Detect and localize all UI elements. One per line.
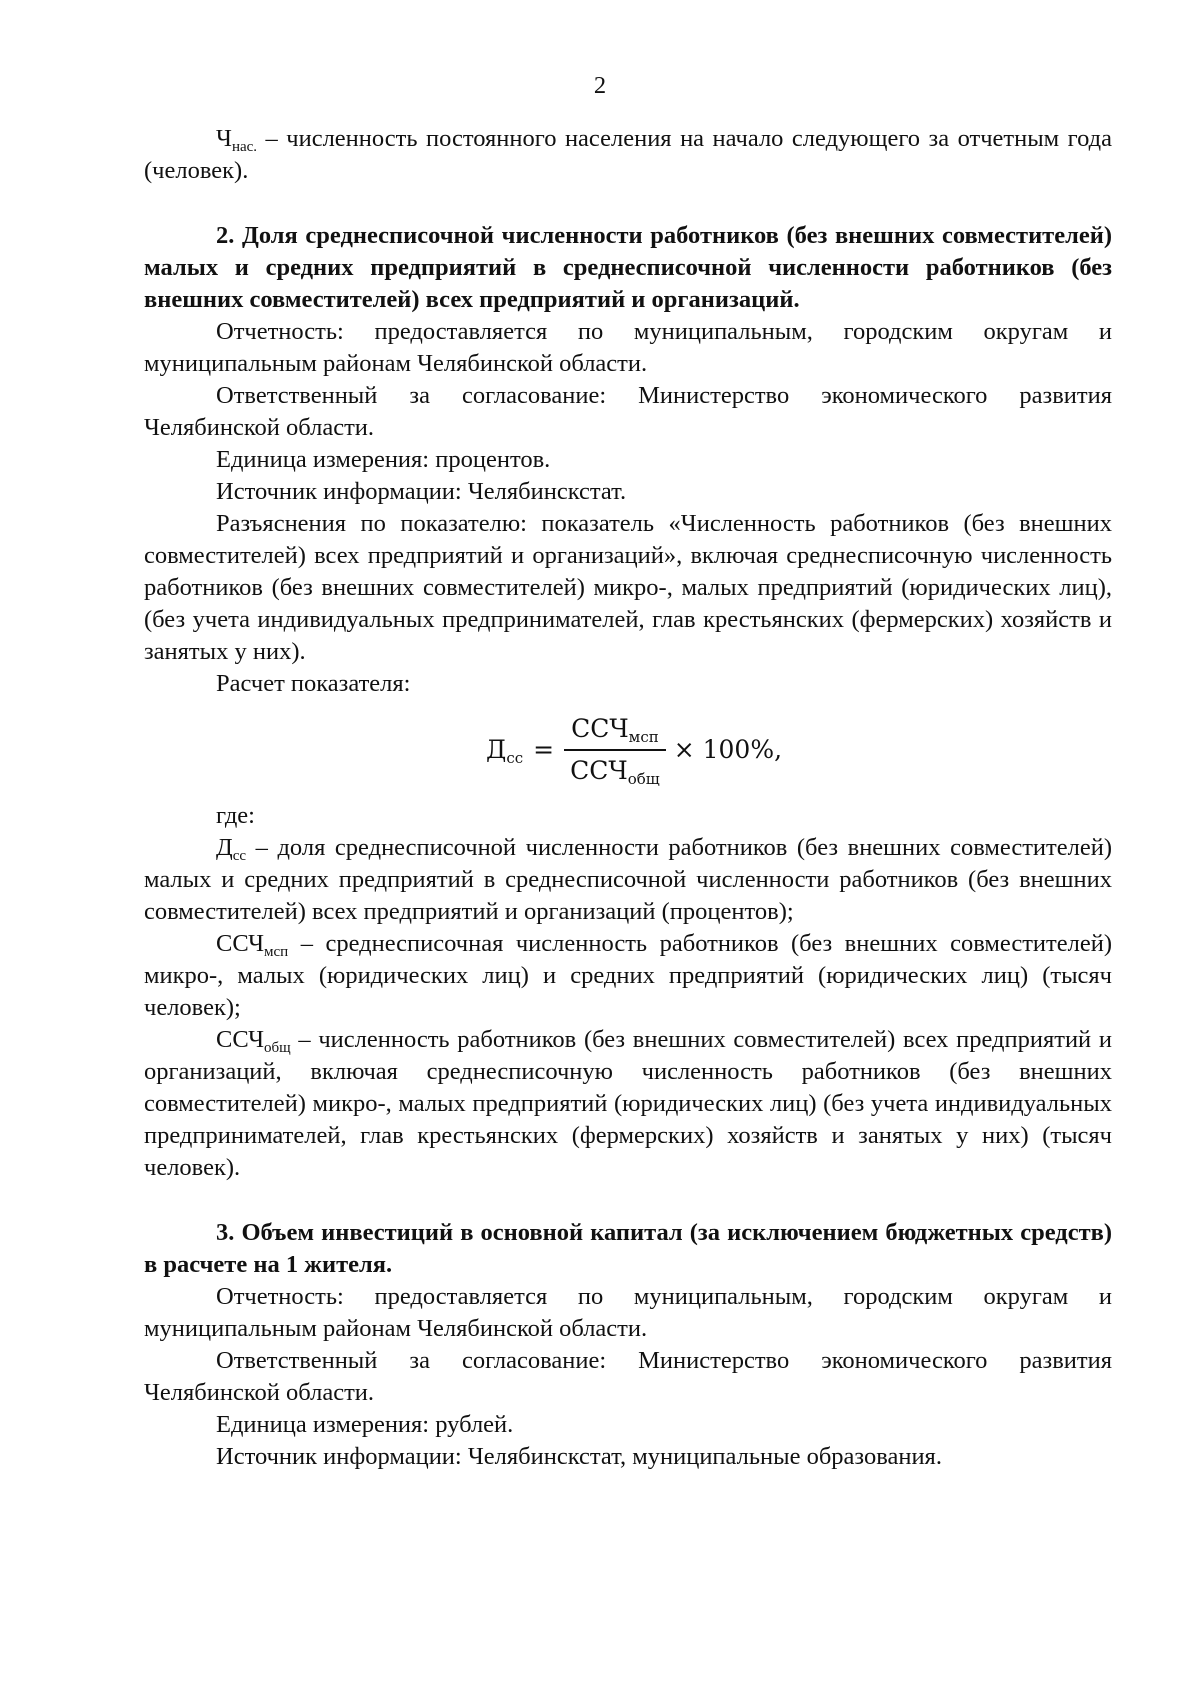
formula-lhs bbox=[486, 734, 523, 766]
intro-definition bbox=[144, 123, 1112, 187]
symbol: Ч bbox=[216, 125, 232, 152]
definition-text: – численность постоянного населения на начало следующего за отчетным года (человек). bbox=[144, 125, 1112, 184]
section-3-reporting: Отчетность: предоставляется по муниципальным, городским округам и муниципальным районам Челябинской области. bbox=[144, 1283, 1112, 1342]
numerator-symbol: ССЧ bbox=[571, 714, 629, 744]
def-symbol: Д bbox=[216, 834, 233, 861]
section-3-responsible: Ответственный за согласование: Министерство экономического развития Челябинской области. bbox=[144, 1347, 1112, 1406]
def-text: – численность работников (без внешних совместителей) всех предприятий и организаций, включая среднесписочную численность работников (без внешних совместителей) микро-, малых предприятий (юридических лиц) (без учета индивидуальных предпринимателей, глав крестьянских (фермерских) хозяйств и занятых у них) (тысяч человек). bbox=[144, 1026, 1112, 1181]
page-content bbox=[144, 123, 1112, 1473]
formula-fraction bbox=[564, 713, 666, 787]
spacer bbox=[144, 1184, 1112, 1217]
formula-lhs-subscript: сс bbox=[506, 749, 524, 767]
definition-dss bbox=[144, 832, 1112, 928]
def-text: – среднесписочная численность работников (без внешних совместителей) микро-, малых (юридических лиц) и средних предприятий (юридических лиц) (тысяч человек); bbox=[144, 930, 1112, 1021]
where-label: где: bbox=[216, 802, 255, 829]
formula-tail: × 100%, bbox=[673, 735, 783, 764]
denominator-symbol: ССЧ bbox=[570, 755, 628, 785]
definition-ssch-obshch bbox=[144, 1024, 1112, 1184]
page-number: 2 bbox=[593, 72, 607, 99]
section-2-reporting: Отчетность: предоставляется по муниципальным, городским округам и муниципальным районам Челябинской области. bbox=[144, 318, 1112, 377]
section-2-explanation: Разъяснения по показателю: показатель «Численность работников (без внешних совместителей) всех предприятий и организаций», включая среднесписочную численность работников (без внешних совместителей) микро-, малых предприятий (юридических лиц), (без учета индивидуальных предпринимателей, глав крестьянских (фермерских) хозяйств и занятых у них). bbox=[144, 510, 1112, 665]
denominator-subscript: общ bbox=[627, 769, 660, 788]
section-2-responsible: Ответственный за согласование: Министерство экономического развития Челябинской области. bbox=[144, 382, 1112, 441]
formula bbox=[144, 700, 1112, 800]
numerator-subscript: мсп bbox=[628, 728, 659, 747]
section-2-calc-label: Расчет показателя: bbox=[216, 670, 411, 697]
def-symbol: ССЧ bbox=[216, 930, 264, 957]
section-3-unit: Единица измерения: рублей. bbox=[216, 1411, 514, 1438]
formula-expression bbox=[486, 700, 782, 800]
formula-numerator bbox=[565, 713, 665, 749]
spacer bbox=[144, 187, 1112, 220]
formula-denominator bbox=[564, 751, 666, 787]
section-3-heading: 3. Объем инвестиций в основной капитал (за исключением бюджетных средств) в расчете на 1 жителя. bbox=[144, 1219, 1112, 1278]
formula-equals: = bbox=[533, 735, 555, 764]
def-symbol: ССЧ bbox=[216, 1026, 264, 1053]
symbol-subscript: нас. bbox=[231, 139, 258, 155]
def-subscript: мсп bbox=[264, 944, 289, 960]
def-text: – доля среднесписочной численности работников (без внешних совместителей) малых и средних предприятий в среднесписочной численности работников (без внешних совместителей) всех предприятий и организаций (процентов); bbox=[144, 834, 1112, 925]
def-subscript: сс bbox=[232, 848, 247, 864]
definition-ssch-msp bbox=[144, 928, 1112, 1024]
section-3-source: Источник информации: Челябинскстат, муниципальные образования. bbox=[216, 1443, 942, 1470]
section-2-heading: 2. Доля среднесписочной численности работников (без внешних совместителей) малых и средних предприятий в среднесписочной численности работников (без внешних совместителей) всех предприятий и организаций. bbox=[144, 222, 1112, 313]
section-2-source: Источник информации: Челябинскстат. bbox=[216, 478, 627, 505]
def-subscript: общ bbox=[264, 1040, 291, 1056]
section-2-unit: Единица измерения: процентов. bbox=[216, 446, 551, 473]
formula-lhs-symbol: Д bbox=[486, 735, 507, 764]
